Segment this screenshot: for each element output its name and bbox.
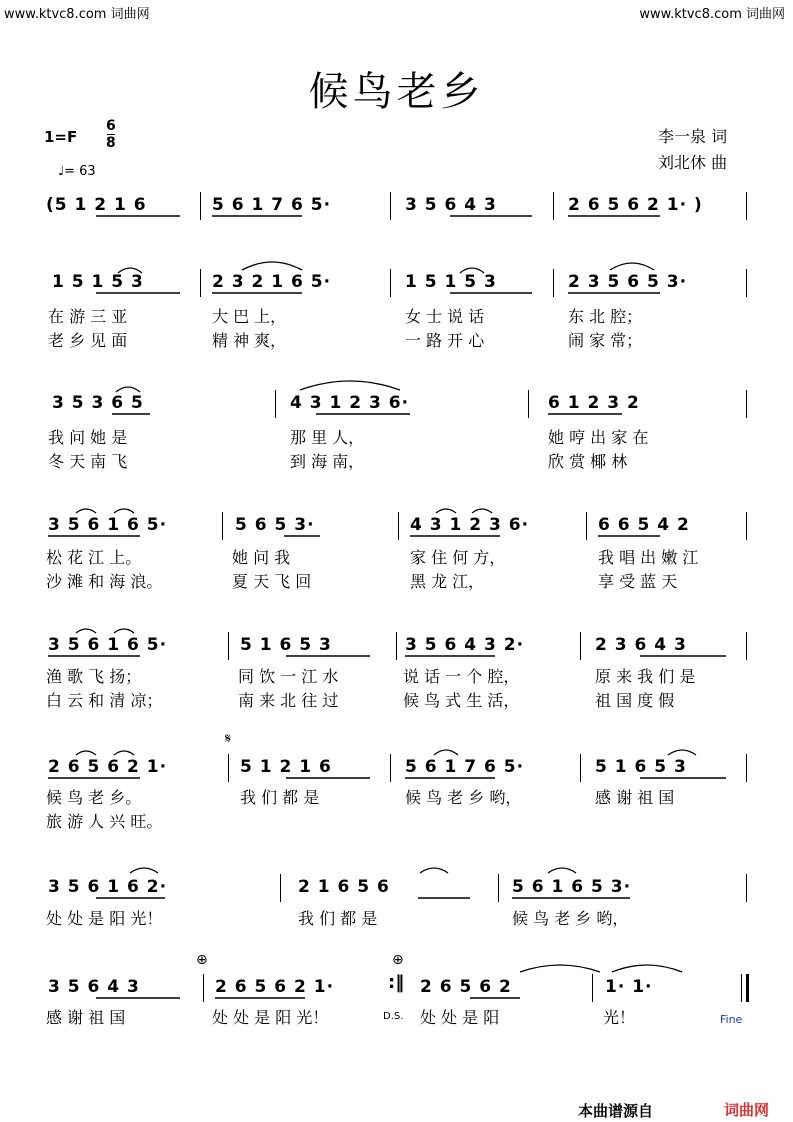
measure: 3 5 6 4 3 [48, 977, 140, 997]
lyric-line: 我 们 都 是 [240, 788, 320, 807]
lyric-line: 候 鸟 老 乡。 [46, 788, 142, 807]
measure: 2 1 6 5 6 [298, 877, 390, 897]
lyric-line: 老 乡 见 面 [48, 331, 128, 350]
lyric-line: 东 北 腔； [568, 307, 643, 326]
measure: 3 5 6 1 6 5· [48, 515, 168, 535]
bar-line [746, 269, 747, 297]
measure: 5 1 6 5 3 [240, 635, 332, 655]
lyric-line: 候 鸟 老 乡 哟， [405, 788, 522, 807]
measure: 5 6 1 6 5 3· [512, 877, 632, 897]
measure: 3 5 6 4 3 [405, 195, 497, 215]
slur-icon [242, 262, 302, 270]
bar-line [528, 390, 529, 418]
fine-mark: Fine [720, 1013, 743, 1026]
lyric-line: 我 们 都 是 [298, 909, 378, 928]
lyric-line: 黑 龙 江， [410, 572, 485, 591]
measure: 1 5 1 5 3 [52, 272, 144, 292]
slur-icon [76, 509, 96, 513]
bar-line [200, 192, 201, 220]
lyric-line: 那 里 人， [290, 428, 365, 447]
bar-line [390, 754, 391, 782]
lyric-line: 南 来 北 往 过 [238, 691, 339, 710]
lyric-line: 冬 天 南 飞 [48, 452, 128, 471]
bar-line [390, 192, 391, 220]
slur-icon [420, 868, 448, 873]
slur-icon [610, 263, 654, 270]
bar-line [746, 874, 747, 902]
lyric-line: 她 问 我 [232, 548, 291, 567]
measure: (5 1 2 1 6 [46, 195, 147, 215]
lyric-line: 处 处 是 阳 光！ [212, 1008, 329, 1027]
lyric-line: 候 鸟 老 乡 哟， [512, 909, 629, 928]
bar-line [396, 632, 397, 660]
measure: 5 6 5 3· [235, 515, 315, 535]
bar-line [553, 269, 554, 297]
site-watermark-right: www.ktvc8.com 词曲网 [639, 7, 785, 22]
slur-icon [668, 750, 696, 755]
slur-icon [76, 629, 96, 633]
bar-line [228, 632, 229, 660]
bar-line [580, 632, 581, 660]
measure: 5 6 1 7 6 5· [212, 195, 332, 215]
measure: 3 5 6 1 6 5· [48, 635, 168, 655]
slur-icon [436, 509, 456, 513]
lyric-line: 同 饮 一 江 水 [238, 667, 339, 686]
bar-line [390, 269, 391, 297]
measure: 5 1 2 1 6 [240, 757, 332, 777]
lyric-line: 候 鸟 式 生 活， [403, 691, 520, 710]
slur-icon [114, 629, 134, 633]
coda-icon: ⊕ [196, 952, 208, 968]
tempo-value: = 63 [64, 164, 96, 179]
bar-line [275, 390, 276, 418]
lyric-line: 家 住 何 方， [410, 548, 506, 567]
lyric-line: 白 云 和 清 凉； [46, 691, 163, 710]
slur-icon [116, 387, 140, 392]
slur-icon [434, 750, 458, 755]
composer-credit: 刘北休 曲 [658, 153, 728, 172]
meter-bottom: 8 [106, 135, 116, 151]
slur-icon [114, 751, 134, 755]
coda-icon: ⊕ [392, 952, 404, 968]
final-bar-line [741, 974, 742, 1002]
lyric-line: 精 神 爽， [212, 331, 287, 350]
bar-line [746, 754, 747, 782]
bar-line [228, 754, 229, 782]
lyric-line: 我 问 她 是 [48, 428, 128, 447]
lyric-line: 处 处 是 阳 [420, 1008, 500, 1027]
lyric-line: 松 花 江 上。 [46, 548, 142, 567]
lyric-line: 到 海 南， [290, 452, 365, 471]
final-bar-line-thick [746, 974, 749, 1002]
lyric-line: 说 话 一 个 腔， [403, 667, 520, 686]
measure: 5 6 1 7 6 5· [405, 757, 525, 777]
lyric-line: 沙 滩 和 海 浪。 [46, 572, 163, 591]
measure: 2 6 5 6 2 [420, 977, 512, 997]
bar-line [746, 512, 747, 540]
site-watermark-left: www.ktvc8.com 词曲网 [4, 7, 150, 22]
bar-line [398, 512, 399, 540]
measure: 2 6 5 6 2 1· ) [568, 195, 703, 215]
key-signature: 1=F [44, 128, 78, 146]
segno-icon: 𝄋 [225, 731, 232, 747]
lyric-line: 我 唱 出 嫩 江 [598, 548, 699, 567]
lyric-line: 欣 赏 椰 林 [548, 452, 628, 471]
ds-mark: D.S. [383, 1011, 404, 1022]
quarter-note-icon: ♩ [58, 164, 65, 179]
slur-icon [130, 868, 158, 873]
measure: 2 3 6 4 3 [595, 635, 687, 655]
source-credit: 本曲谱源自 [578, 1102, 654, 1120]
slur-icon [300, 381, 400, 390]
measure: 4 3 1 2 3 6· [290, 393, 410, 413]
measure: 3 5 6 4 3 2· [405, 635, 525, 655]
song-title: 候鸟老乡 [308, 69, 485, 115]
bar-line [498, 874, 499, 902]
bar-line [746, 192, 747, 220]
lyric-line: 女 士 说 话 [405, 307, 485, 326]
lyric-line: 享 受 蓝 天 [598, 572, 678, 591]
measure: 2 6 5 6 2 1· [215, 977, 335, 997]
measure: 3 5 3 6 5 [52, 393, 144, 413]
measure: 2 3 2 1 6 5· [212, 272, 332, 292]
bar-line [586, 512, 587, 540]
lyric-line: 原 来 我 们 是 [595, 667, 696, 686]
lyric-line: 处 处 是 阳 光！ [46, 909, 163, 928]
slur-icon [76, 751, 96, 755]
measure: 1 5 1 5 3 [405, 272, 497, 292]
slur-icon [114, 509, 134, 513]
measure: 1· 1· [605, 977, 653, 997]
lyric-line: 在 游 三 亚 [48, 307, 128, 326]
slur-icon [612, 965, 682, 972]
lyric-line: 光！ [603, 1008, 636, 1027]
measure: 2 6 5 6 2 1· [48, 757, 168, 777]
repeat-sign-icon: :‖ [388, 972, 405, 993]
lyric-line: 夏 天 飞 回 [232, 572, 312, 591]
meter-top: 6 [106, 118, 116, 134]
lyric-line: 大 巴 上， [212, 307, 287, 326]
bar-line [553, 192, 554, 220]
time-signature [106, 118, 116, 151]
lyric-line: 感 谢 祖 国 [46, 1008, 126, 1027]
measure: 4 3 1 2 3 6· [410, 515, 530, 535]
bar-line [280, 874, 281, 902]
measure: 5 1 6 5 3 [595, 757, 687, 777]
lyric-line: 渔 歌 飞 扬； [46, 667, 142, 686]
bar-line [203, 974, 204, 1002]
lyric-line: 她 哼 出 家 在 [548, 428, 649, 447]
bar-line [222, 512, 223, 540]
slur-icon [520, 965, 600, 972]
bar-line [200, 269, 201, 297]
measure: 2 3 5 6 5 3· [568, 272, 688, 292]
lyric-line: 旅 游 人 兴 旺。 [46, 812, 163, 831]
lyric-line: 一 路 开 心 [405, 331, 485, 350]
lyric-line: 感 谢 祖 国 [595, 788, 675, 807]
bar-line [746, 390, 747, 418]
bar-line [746, 632, 747, 660]
source-logo[interactable]: 词曲网 [724, 1101, 770, 1119]
lyric-line: 祖 国 度 假 [595, 691, 675, 710]
measure: 3 5 6 1 6 2· [48, 877, 168, 897]
slur-icon [548, 868, 576, 873]
slur-icon [472, 509, 492, 513]
measure: 6 1 2 3 2 [548, 393, 640, 413]
lyricist-credit: 李一泉 词 [658, 127, 728, 146]
bar-line [580, 754, 581, 782]
lyric-line: 闹 家 常； [568, 331, 643, 350]
tempo-mark [58, 164, 96, 179]
measure: 6 6 5 4 2 [598, 515, 690, 535]
bar-line [592, 974, 593, 1002]
